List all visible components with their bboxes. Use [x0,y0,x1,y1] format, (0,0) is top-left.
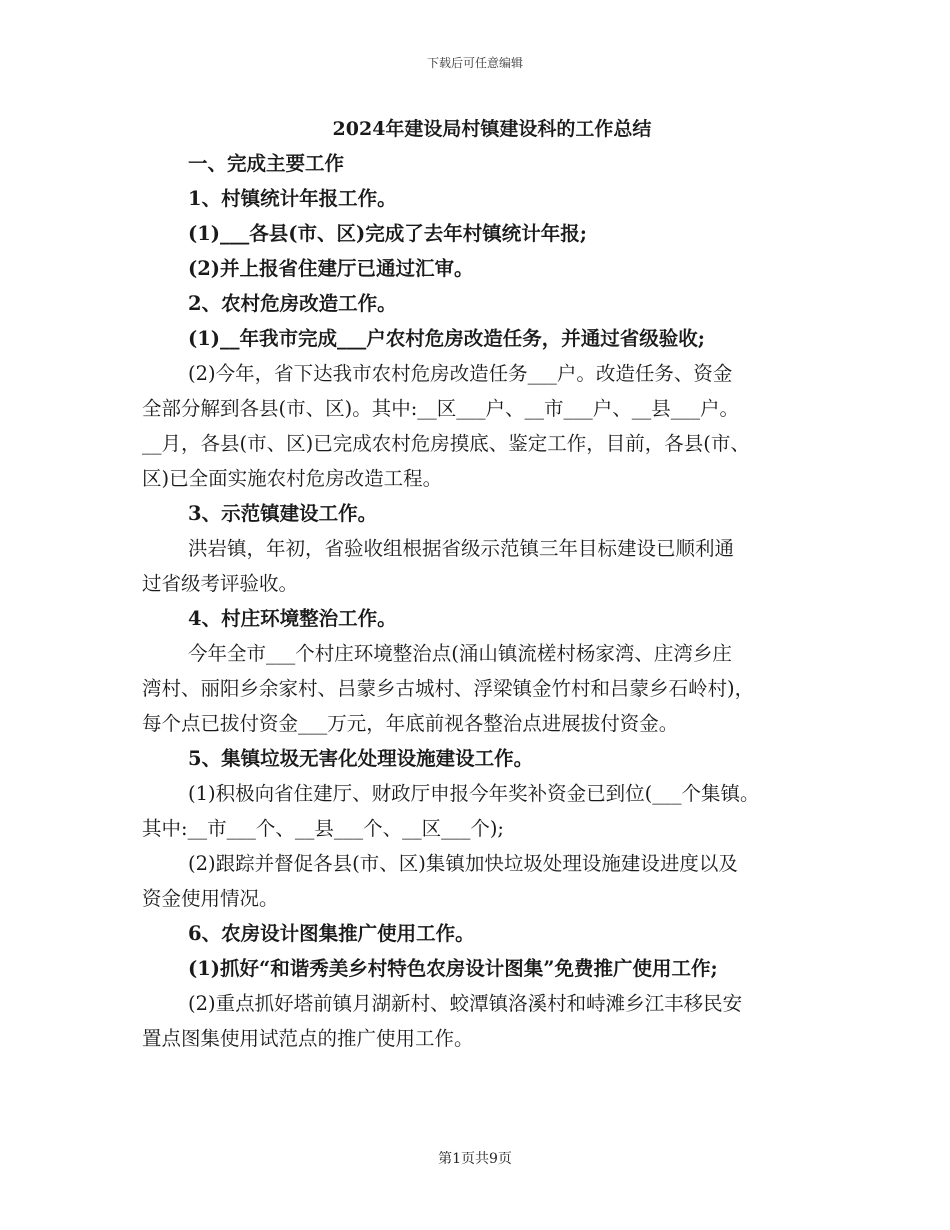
paragraph-line: (1)积极向省住建厅、财政厅申报今年奖补资金已到位(___个集镇。 [188,782,760,805]
paragraph-line: 今年全市___个村庄环境整治点(涌山镇流槎村杨家湾、庄湾乡庄 [188,642,732,665]
subsection-heading: 1、村镇统计年报工作。 [188,187,397,210]
paragraph-line: 其中:__市___个、__县___个、__区___个); [142,817,504,840]
paragraph-line: 全部分解到各县(市、区)。其中:__区___户、__市___户、__县___户。 [142,397,740,420]
paragraph-line: 区)已全面实施农村危房改造工程。 [142,467,443,490]
paragraph-line: (2)今年，省下达我市农村危房改造任务___户。改造任务、资金 [188,362,733,385]
section-heading: 一、完成主要工作 [188,152,345,175]
subsection-heading: 4、村庄环境整治工作。 [188,607,397,630]
paragraph-line: __月，各县(市、区)已完成农村危房摸底、鉴定工作，目前，各县(市、 [142,432,750,455]
paragraph-line: (1)__年我市完成___户农村危房改造任务，并通过省级验收; [188,327,705,350]
paragraph-line: 洪岩镇，年初，省验收组根据省级示范镇三年目标建设已顺利通 [188,537,735,560]
paragraph-line: (2)重点抓好塔前镇月湖新村、蛟潭镇洛溪村和峙滩乡江丰移民安 [188,992,743,1015]
paragraph-line: 置点图集使用试范点的推广使用工作。 [142,1027,474,1050]
paragraph-line: (1)抓好“和谐秀美乡村特色农房设计图集”免费推广使用工作; [188,957,718,980]
paragraph-line: 每个点已拔付资金___万元，年底前视各整治点进展拔付资金。 [142,712,679,735]
paragraph-line: 湾村、丽阳乡余家村、吕蒙乡古城村、浮梁镇金竹村和吕蒙乡石岭村)， [142,677,755,700]
document-title: 2024年建设局村镇建设科的工作总结 [332,118,652,140]
paragraph-line: (2)跟踪并督促各县(市、区)集镇加快垃圾处理设施建设进度以及 [188,852,738,875]
paragraph-line: 过省级考评验收。 [142,572,299,595]
header-note: 下载后可任意编辑 [426,56,523,70]
page-number: 第1页共9页 [438,1151,512,1167]
paragraph-line: (1)___各县(市、区)完成了去年村镇统计年报; [188,222,587,245]
subsection-heading: 6、农房设计图集推广使用工作。 [188,922,475,945]
paragraph-line: 资金使用情况。 [142,887,279,910]
document-body [142,112,822,1056]
subsection-heading: 5、集镇垃圾无害化处理设施建设工作。 [188,747,534,770]
subsection-heading: 3、示范镇建设工作。 [188,502,378,525]
subsection-heading: 2、农村危房改造工作。 [188,292,397,315]
paragraph-line: (2)并上报省住建厅已通过汇审。 [188,257,474,280]
